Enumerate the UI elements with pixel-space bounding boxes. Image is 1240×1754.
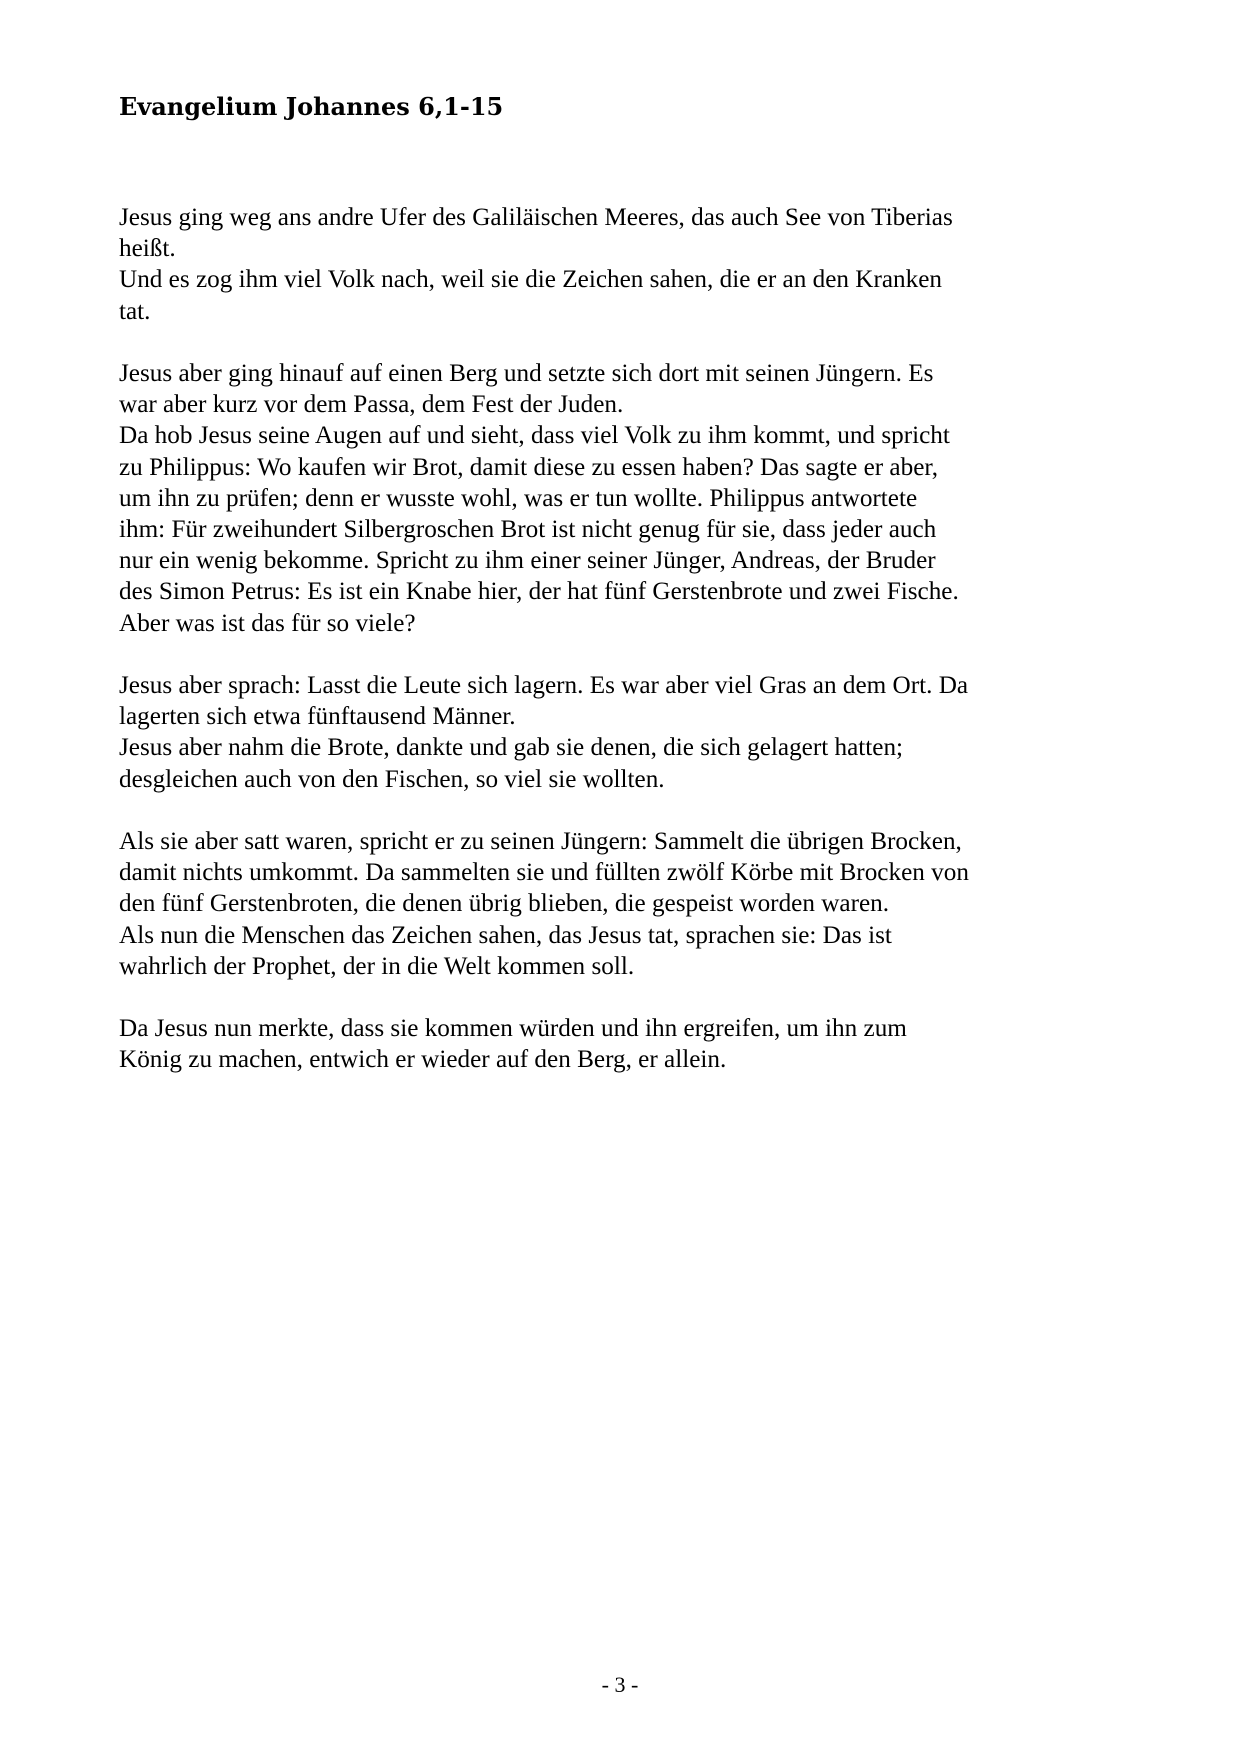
paragraph	[119, 670, 1149, 795]
text-line: desgleichen auch von den Fischen, so viel sie wollten.	[119, 765, 665, 793]
text-line: Da hob Jesus seine Augen auf und sieht, dass viel Volk zu ihm kommt, und spricht	[119, 422, 950, 450]
text-line: Jesus ging weg ans andre Ufer des Galiläischen Meeres, das auch See von Tiberias	[119, 204, 953, 231]
paragraph	[119, 358, 1149, 639]
paragraph	[119, 826, 1149, 982]
document-title: Evangelium Johannes 6,1-15	[119, 92, 504, 121]
document-body	[119, 202, 1149, 1107]
text-line: heißt.	[119, 235, 176, 263]
text-line: war aber kurz vor dem Passa, dem Fest der Juden.	[119, 391, 624, 419]
text-line: Jesus aber nahm die Brote, dankte und gab sie denen, die sich gelagert hatten;	[119, 734, 904, 762]
text-line: damit nichts umkommt. Da sammelten sie und füllten zwölf Körbe mit Brocken von	[119, 859, 969, 887]
page-number: - 3 -	[601, 1672, 639, 1697]
text-line: Als nun die Menschen das Zeichen sahen, das Jesus tat, sprachen sie: Das ist	[119, 921, 892, 949]
paragraph	[119, 1013, 1149, 1075]
text-line: wahrlich der Prophet, der in die Welt kommen soll.	[119, 952, 635, 980]
text-line: Aber was ist das für so viele?	[119, 609, 416, 637]
paragraph	[119, 202, 1149, 327]
text-line: des Simon Petrus: Es ist ein Knabe hier, der hat fünf Gerstenbrote und zwei Fische.	[119, 578, 959, 606]
text-line: um ihn zu prüfen; denn er wusste wohl, was er tun wollte. Philippus antwortete	[119, 484, 918, 512]
text-line: tat.	[119, 297, 151, 325]
text-line: Und es zog ihm viel Volk nach, weil sie die Zeichen sahen, die er an den Kranken	[119, 266, 943, 294]
text-line: Da Jesus nun merkte, dass sie kommen würden und ihn ergreifen, um ihn zum	[119, 1015, 907, 1043]
text-line: Jesus aber ging hinauf auf einen Berg und setzte sich dort mit seinen Jüngern. Es	[119, 360, 934, 387]
text-line: Jesus aber sprach: Lasst die Leute sich lagern. Es war aber viel Gras an dem Ort. Da	[119, 672, 969, 700]
text-line: König zu machen, entwich er wieder auf den Berg, er allein.	[119, 1046, 727, 1074]
text-line: lagerten sich etwa fünftausend Männer.	[119, 703, 516, 731]
text-line: den fünf Gerstenbroten, die denen übrig blieben, die gespeist worden waren.	[119, 890, 890, 918]
text-line: nur ein wenig bekomme. Spricht zu ihm einer seiner Jünger, Andreas, der Bruder	[119, 547, 936, 575]
text-line: zu Philippus: Wo kaufen wir Brot, damit diese zu essen haben? Das sagte er aber,	[119, 453, 939, 481]
text-line: ihm: Für zweihundert Silbergroschen Brot ist nicht genug für sie, dass jeder auch	[119, 516, 937, 544]
text-line: Als sie aber satt waren, spricht er zu seinen Jüngern: Sammelt die übrigen Brocken,	[119, 828, 962, 856]
